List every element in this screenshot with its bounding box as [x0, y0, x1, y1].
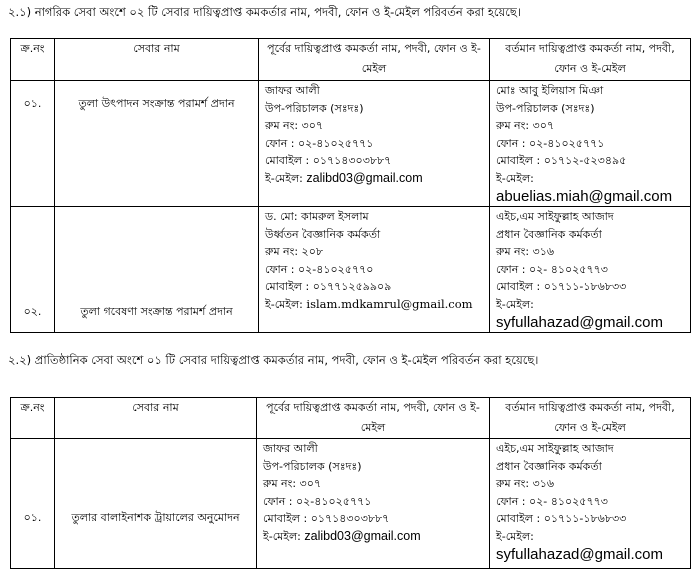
officer-email[interactable]: abuelias.miah@gmail.com — [496, 188, 673, 205]
officer-designation: প্রধান বৈজ্ঞানিক কর্মকর্তা — [496, 227, 602, 241]
officer-designation: উপ-পরিচালক (সঃদঃ) — [496, 101, 595, 115]
row-serial: ০২. — [11, 207, 55, 333]
row-service-name: তুলা গবেষণা সংক্রান্ত পরামর্শ প্রদান — [55, 207, 259, 333]
officer-designation: প্রধান বৈজ্ঞানিক কর্মকর্তা — [496, 459, 602, 473]
officer-room: রুম নং: ৩১৬ — [496, 477, 554, 490]
officer-room: রুম নং: ২০৮ — [265, 245, 323, 258]
row-serial: ০১. — [11, 439, 55, 569]
officer-mobile: মোবাইল : ০১৭১৪৩০৩৮৮৭ — [265, 154, 392, 167]
email-label: ই-মেইল: — [265, 171, 303, 185]
officer-name: ড. মো: কামরুল ইসলাম — [265, 210, 369, 223]
previous-officer-cell — [257, 439, 490, 569]
officer-phone: ফোন : ০২- ৪১০২৫৭৭৩ — [496, 494, 608, 508]
previous-officer-cell — [259, 207, 490, 333]
table-header-row — [11, 39, 691, 81]
table-header-row — [11, 398, 691, 439]
row-serial: ০১. — [11, 81, 55, 207]
email-label: ই-মেইল: — [496, 297, 534, 311]
row-service-name: তুলা উৎপাদন সংক্রান্ত পরামর্শ প্রদান — [55, 81, 259, 207]
officer-designation: উপ-পরিচালক (সঃদঃ) — [265, 101, 364, 115]
header-service-name: সেবার নাম — [55, 39, 259, 81]
header-service-name: সেবার নাম — [55, 398, 257, 439]
officer-phone: ফোন : ০২-৪১০২৫৭৭০ — [265, 262, 374, 276]
officer-room: রুম নং: ৩০৭ — [265, 119, 324, 132]
section-1-heading: ২.১) নাগরিক সেবা অংশে ০২ টি সেবার দায়িত্বপ্রাপ্ত কমকর্তার নাম, পদবী, ফোন ও ই-মেইল পরিবর্তন করা হয়েছে। — [8, 5, 521, 19]
officer-room: রুম নং: ৩০৭ — [496, 119, 555, 132]
header-previous-officer: পূর্বের দায়িত্বপ্রাপ্ত কমকর্তা নাম, পদবী, ফোন ও ই-মেইল — [257, 398, 490, 439]
officer-name: মোঃ আবু ইলিয়াস মিঞা — [496, 84, 604, 97]
officer-phone: ফোন : ০২-৪১০২৫৭৭১ — [265, 136, 374, 150]
officer-email[interactable]: syfullahazad@gmail.com — [496, 546, 663, 563]
officer-name: এইচ,এম সাইফুল্লাহ আজাদ — [496, 210, 614, 223]
row-service-name: তুলার বালাইনাশক ট্রায়ালের অনুমোদন — [55, 439, 257, 569]
email-label: ই-মেইল: — [496, 529, 534, 543]
officer-name: জাফর আলী — [263, 442, 318, 455]
officer-mobile: মোবাইল : ০১৭১১-১৮৬৮৩৩ — [496, 280, 627, 293]
current-officer-cell — [490, 207, 691, 333]
header-serial: ক্র.নং — [11, 39, 55, 81]
table-row — [11, 439, 691, 569]
officer-name: এইচ,এম সাইফুল্লাহ আজাদ — [496, 442, 614, 455]
section-1-table — [10, 38, 691, 333]
officer-mobile: মোবাইল : ০১৭১৪৩০৩৮৮৭ — [263, 512, 390, 525]
officer-email[interactable]: syfullahazad@gmail.com — [496, 314, 663, 331]
email-label: ই-মেইল: — [263, 529, 301, 543]
officer-designation: উপ-পরিচালক (সঃদঃ) — [263, 459, 362, 473]
header-current-officer: বর্তমান দায়িত্বপ্রাপ্ত কমকর্তা নাম, পদবী, ফোন ও ই-মেইল — [490, 398, 691, 439]
officer-phone: ফোন : ০২- ৪১০২৫৭৭৩ — [496, 262, 608, 276]
current-officer-cell — [490, 439, 691, 569]
header-serial: ক্র.নং — [11, 398, 55, 439]
officer-email[interactable]: zalibd03@gmail.com — [306, 170, 423, 185]
officer-designation: উর্ধ্বতন বৈজ্ঞানিক কর্মকর্তা — [265, 227, 381, 241]
officer-mobile: মোবাইল : ০১৭৭১২৫৯৯০৯ — [265, 280, 392, 293]
email-label: ই-মেইল: — [496, 171, 534, 185]
current-officer-cell — [490, 81, 691, 207]
officer-email[interactable]: islam.mdkamrul@gmail.com — [306, 296, 473, 311]
table-row — [11, 81, 691, 207]
officer-room: রুম নং: ৩১৬ — [496, 245, 554, 258]
previous-officer-cell — [259, 81, 490, 207]
officer-name: জাফর আলী — [265, 84, 320, 97]
officer-phone: ফোন : ০২-৪১০২৫৭৭১ — [496, 136, 605, 150]
section-2-table — [10, 397, 691, 569]
email-label: ই-মেইল: — [265, 297, 303, 311]
table-row — [11, 207, 691, 333]
header-current-officer: বর্তমান দায়িত্বপ্রাপ্ত কমকর্তা নাম, পদবী, ফোন ও ই-মেইল — [490, 39, 691, 81]
officer-mobile: মোবাইল : ০১৭১২-৫২৩৪৯৫ — [496, 154, 627, 167]
officer-phone: ফোন : ০২-৪১০২৫৭৭১ — [263, 494, 372, 508]
section-2-heading: ২.২) প্রাতিষ্ঠানিক সেবা অংশে ০১ টি সেবার দায়িত্বপ্রাপ্ত কমকর্তার নাম, পদবী, ফোন ও ই-মেইল পরিবর্তন করা হয়েছে। — [8, 353, 539, 367]
officer-room: রুম নং: ৩০৭ — [263, 477, 322, 490]
header-previous-officer: পূর্বের দায়িত্বপ্রাপ্ত কমকর্তা নাম, পদবী, ফোন ও ই-মেইল — [259, 39, 490, 81]
officer-mobile: মোবাইল : ০১৭১১-১৮৬৮৩৩ — [496, 512, 627, 525]
officer-email[interactable]: zalibd03@gmail.com — [304, 528, 421, 543]
